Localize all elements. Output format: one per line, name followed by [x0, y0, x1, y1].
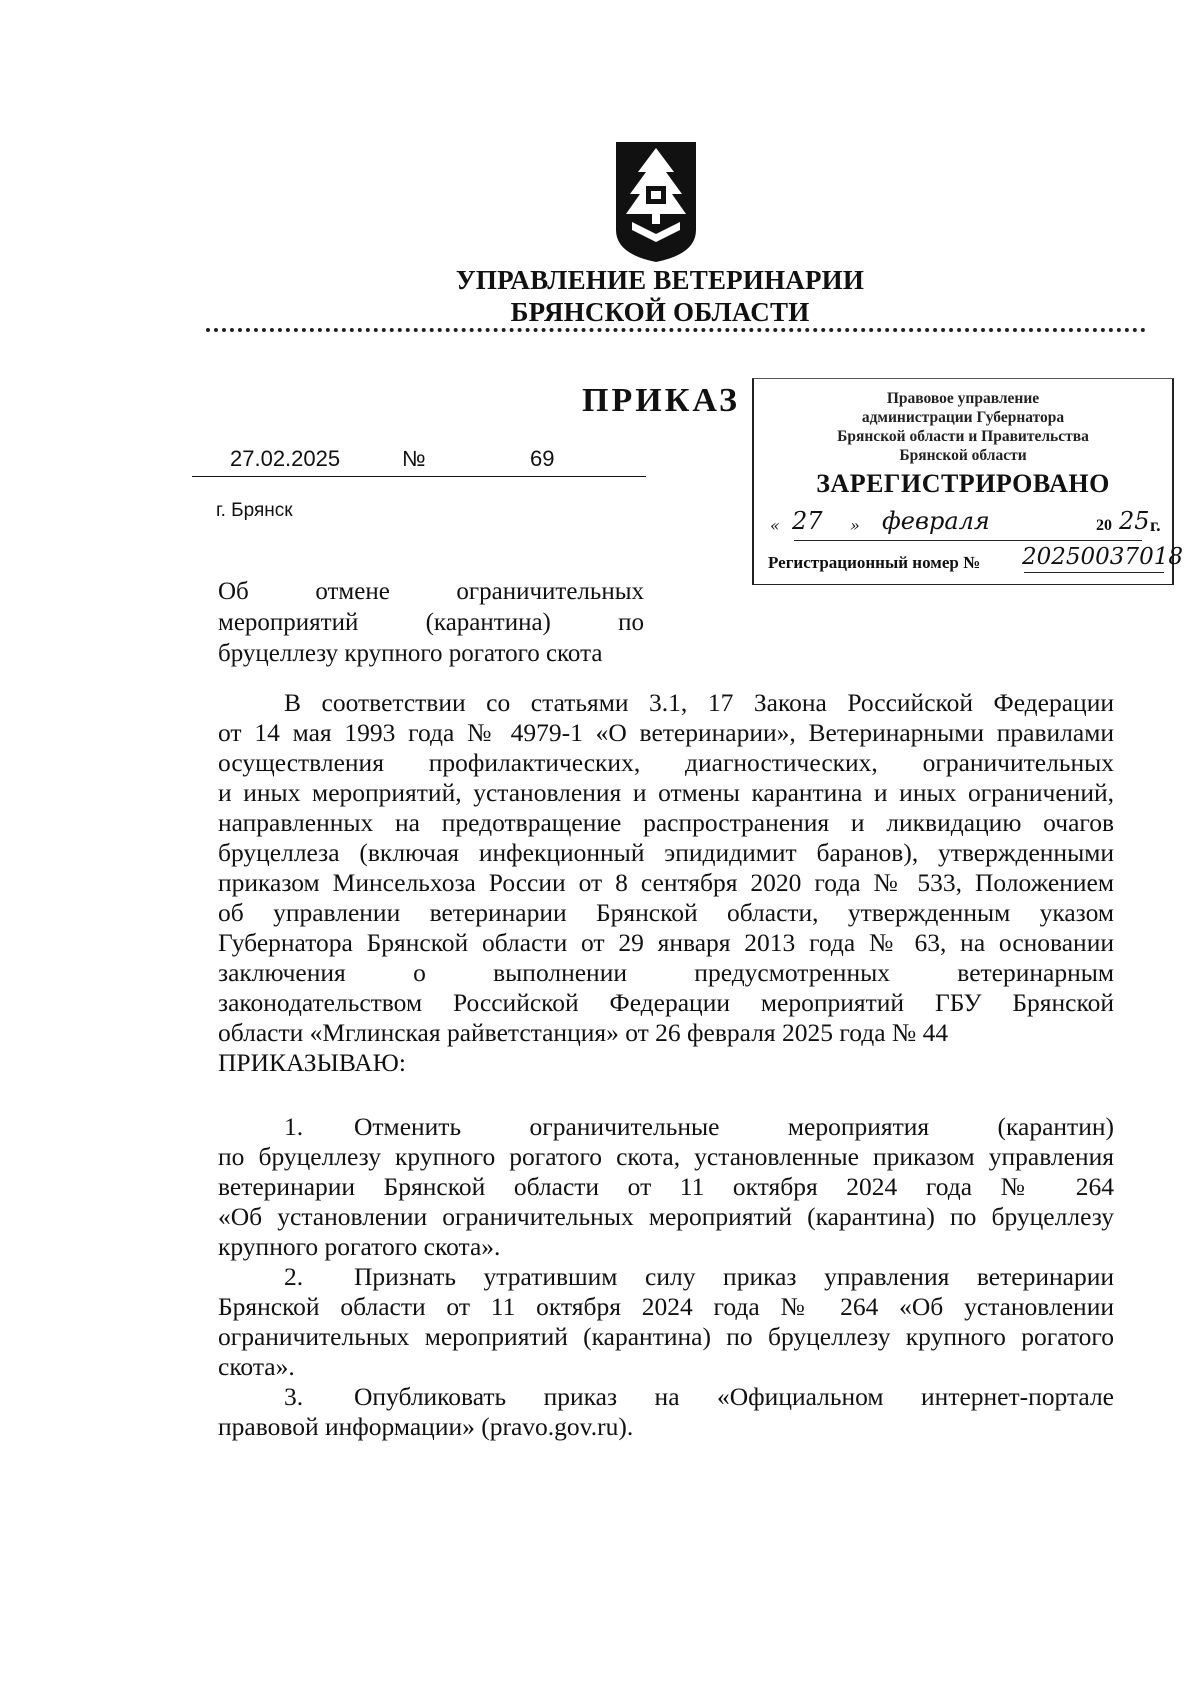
order-command: ПРИКАЗЫВАЮ: — [218, 1048, 406, 1077]
preamble-line: заключения о выполнении предусмотренных ветеринарным — [218, 958, 1114, 987]
stamp-authority-line-3: Брянской области и Правительства — [837, 428, 1089, 445]
item-2-line: Признать утратившим силу приказ управления ветеринарии — [354, 1262, 1114, 1291]
stamp-registration-underline — [1024, 572, 1164, 573]
stamp-year-abbrev: г. — [1150, 515, 1161, 535]
item-3-number: 3. — [284, 1382, 304, 1411]
item-1-line: крупного рогатого скота». — [218, 1232, 501, 1261]
preamble-line: осуществления профилактических, диагностических, ограничительных — [218, 748, 1114, 777]
stamp-day: 27 — [792, 507, 823, 535]
item-1-line: по бруцеллезу крупного рогатого скота, установленные приказом управления — [218, 1142, 1114, 1171]
subject-line-2: мероприятий (карантина) по — [218, 609, 644, 636]
item-1-line: Отменить ограничительные мероприятия (карантин) — [354, 1112, 1114, 1141]
coat-of-arms-emblem — [612, 138, 700, 264]
item-1-line: ветеринарии Брянской области от 11 октября 2024 года № 264 — [218, 1172, 1114, 1201]
preamble-line: Губернатора Брянской области от 29 января 2013 года № 63, на основании — [218, 928, 1114, 957]
order-date: 27.02.2025 — [230, 446, 341, 471]
organization-name-line-2: БРЯНСКОЙ ОБЛАСТИ — [510, 297, 810, 327]
subject-line-3: бруцеллезу крупного рогатого скота — [218, 640, 603, 667]
stamp-authority-line-2: администрации Губернатора — [861, 409, 1065, 426]
preamble-line: и иных мероприятий, установления и отмены карантина и иных ограничений, — [218, 778, 1114, 807]
stamp-month: февраля — [882, 507, 990, 535]
preamble-line: от 14 мая 1993 года № 4979-1 «О ветеринарии», Ветеринарными правилами — [218, 718, 1114, 747]
header-dotted-divider — [206, 328, 1146, 332]
organization-name-line-1: УПРАВЛЕНИЕ ВЕТЕРИНАРИИ — [455, 265, 865, 295]
city: г. Брянск — [216, 500, 293, 521]
item-1-number: 1. — [284, 1112, 304, 1141]
stamp-registration-number: 20250037018 — [1022, 544, 1183, 570]
preamble-line: бруцеллеза (включая инфекционный эпидидимит баранов), утвержденными — [218, 838, 1114, 867]
preamble-line: законодательством Российской Федерации мероприятий ГБУ Брянской — [218, 988, 1114, 1017]
item-3-line: правовой информации» (pravo.gov.ru). — [218, 1412, 634, 1441]
stamp-date-underline — [794, 540, 1142, 541]
item-2-line: ограничительных мероприятий (карантина) по бруцеллезу крупного рогатого — [218, 1322, 1114, 1351]
registration-stamp — [752, 378, 1183, 585]
item-2-number: 2. — [284, 1262, 304, 1291]
preamble-line: об управлении ветеринарии Брянской области, утвержденным указом — [218, 898, 1114, 927]
subject-line-1: Об отмене ограничительных — [218, 578, 644, 605]
stamp-quote-open: « — [770, 516, 780, 535]
preamble-line: области «Мглинская райветстанция» от 26 февраля 2025 года № 44 — [218, 1018, 949, 1047]
item-2-line: скота». — [218, 1352, 295, 1381]
preamble-line: В соответствии со статьями 3.1, 17 Закона Российской Федерации — [284, 688, 1114, 717]
preamble-line: направленных на предотвращение распространения и ликвидацию очагов — [218, 808, 1114, 837]
document-type-title: ПРИКАЗ — [582, 382, 740, 419]
order-number-sign: № — [402, 446, 426, 471]
preamble-line: приказом Минсельхоза России от 8 сентября 2020 года № 533, Положением — [218, 868, 1114, 897]
item-2-line: Брянской области от 11 октября 2024 года № 264 «Об установлении — [218, 1292, 1114, 1321]
stamp-quote-close: » — [850, 516, 860, 535]
stamp-authority-line-4: Брянской области — [899, 447, 1027, 464]
stamp-year-prefix: 20 — [1096, 517, 1112, 534]
item-1-line: «Об установлении ограничительных мероприятий (карантина) по бруцеллезу — [218, 1202, 1114, 1231]
stamp-authority-line-1: Правовое управление — [886, 390, 1040, 407]
stamp-year-suffix: 25 — [1119, 507, 1150, 535]
stamp-status: ЗАРЕГИСТРИРОВАНО — [816, 469, 1110, 498]
order-number: 69 — [530, 446, 555, 471]
item-3-line: Опубликовать приказ на «Официальном интернет-портале — [354, 1382, 1114, 1411]
stamp-registration-label: Регистрационный номер № — [768, 553, 981, 572]
date-number-underline — [192, 476, 646, 477]
